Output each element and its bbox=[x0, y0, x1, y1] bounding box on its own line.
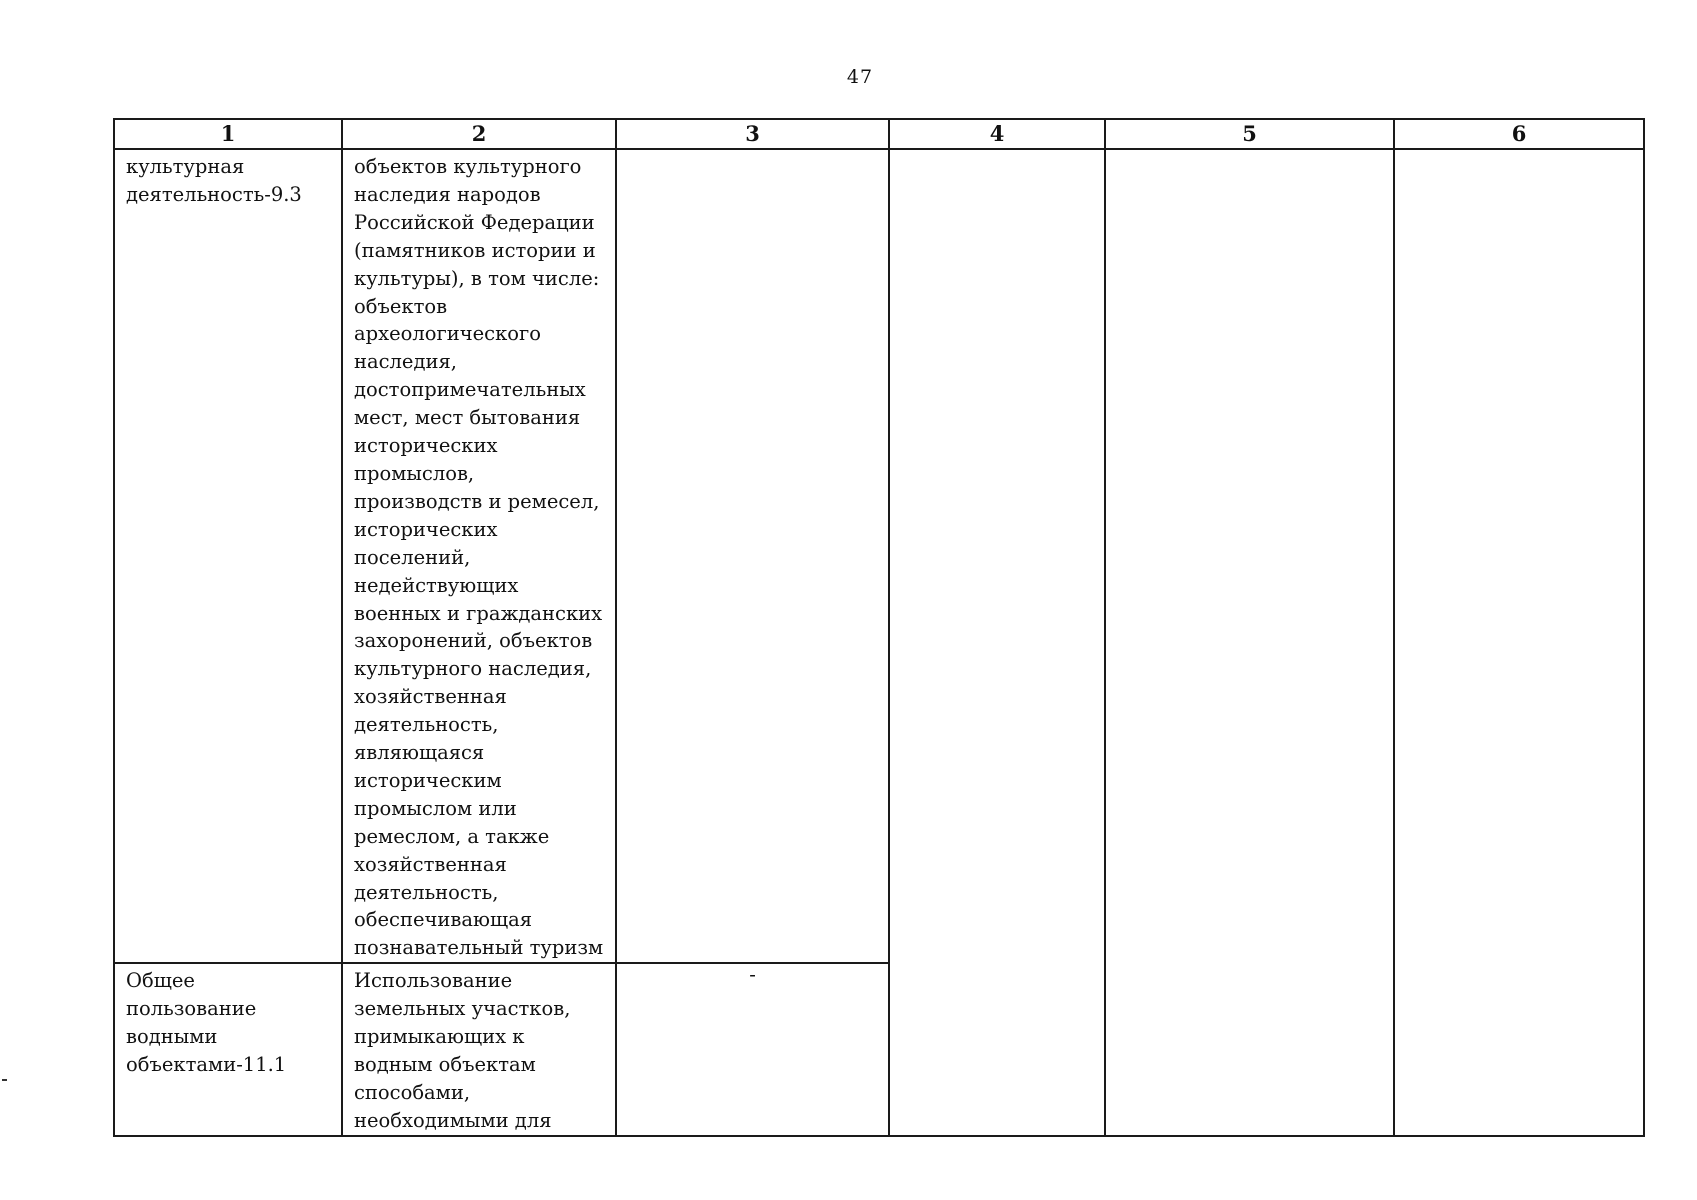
column-header-3: 3 bbox=[616, 119, 889, 149]
merged-col5-cell bbox=[1105, 149, 1394, 1136]
land-use-table bbox=[113, 118, 1645, 1137]
row-1-col3 bbox=[616, 149, 889, 963]
column-header-6: 6 bbox=[1394, 119, 1644, 149]
page-number: 47 bbox=[846, 66, 874, 88]
column-header-1: 1 bbox=[114, 119, 342, 149]
table-row bbox=[114, 149, 1644, 963]
row-1-land-use-type: культурная деятельность-9.3 bbox=[114, 149, 342, 963]
merged-col6-cell bbox=[1394, 149, 1644, 1136]
row-2-col3 bbox=[616, 963, 889, 1135]
column-header-5: 5 bbox=[1105, 119, 1394, 149]
scan-mark bbox=[2, 1079, 7, 1081]
merged-col4-cell bbox=[889, 149, 1105, 1136]
dash-value: - bbox=[749, 963, 756, 987]
row-2-description: Использование земельных участков, примыкающих к водным объектам способами, необходимыми для bbox=[342, 963, 616, 1135]
column-header-2: 2 bbox=[342, 119, 616, 149]
row-1-description: объектов культурного наследия народов Российской Федерации (памятников истории и культуры), в том числе: объектов археологического наследия, достопримечательных мест, мест бытования исторических промыслов, производств и ремесел, исторических поселений, недействующих военных и гражданских захоронений, объектов культурного наследия, хозяйственная деятельность, являющаяся историческим промыслом или ремеслом, а также хозяйственная деятельность, обеспечивающая познавательный туризм bbox=[342, 149, 616, 963]
table-header-row bbox=[114, 119, 1644, 149]
column-header-4: 4 bbox=[889, 119, 1105, 149]
row-2-land-use-type: Общее пользование водными объектами-11.1 bbox=[114, 963, 342, 1135]
